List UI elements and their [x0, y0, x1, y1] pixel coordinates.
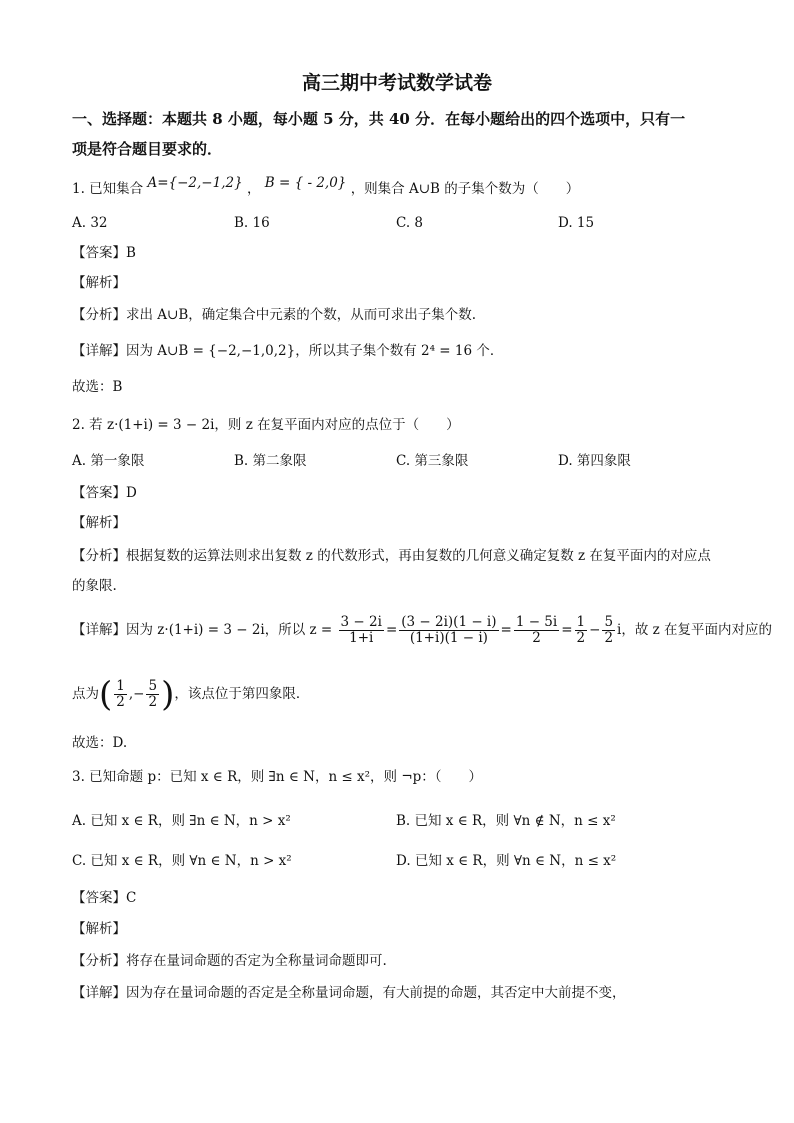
fraction-3-den: 2	[532, 630, 541, 646]
q1-option-a: A. 32	[72, 215, 108, 231]
fraction-1-den: 1+i	[349, 630, 374, 646]
q2-point-line: 点为( $\frac{1}{2}$ ,− $\frac{5}{2}$ )，该点位于第四象限．	[72, 674, 310, 715]
left-paren: (	[99, 674, 113, 715]
fraction-2-num: (3 − 2i)(1 − i)	[401, 614, 497, 630]
fenxi-label: 【分析】	[72, 307, 126, 323]
q3-xiangjie	[72, 984, 626, 1002]
point-x-den: 2	[116, 694, 125, 710]
q1-fenxi	[72, 306, 476, 324]
q3-option-b: B. 已知 x ∈ R，则 ∀n ∉ N，n ≤ x²	[396, 813, 616, 829]
q1-answer	[72, 244, 136, 262]
q2-point-suffix: ，该点位于第四象限．	[174, 686, 310, 702]
fenxi-label: 【分析】	[72, 953, 126, 969]
fraction-3	[514, 615, 559, 646]
analysis-label: 【解析】	[72, 921, 126, 937]
q1-set-b: B = { - 2,0}	[264, 175, 347, 191]
xiangjie-label: 【详解】	[72, 985, 126, 1001]
q2-option-c: C. 第三象限	[396, 453, 469, 469]
q2-answer	[72, 484, 137, 502]
q1-fenxi-text: 求出 A∪B，确定集合中元素的个数，从而可求出子集个数.	[126, 307, 477, 323]
q1-set-a: A={−2,−1,2}	[147, 175, 243, 191]
q2-xiangjie-suffix: i，故 z 在复平面内对应的	[617, 622, 773, 638]
q3-fenxi	[72, 952, 387, 970]
fraction-5-den: 2	[604, 630, 614, 646]
fraction-4	[575, 615, 588, 646]
q1-choose	[72, 378, 122, 396]
q3-option-a: A. 已知 x ∈ R，则 ∃n ∈ N，n > x²	[72, 813, 291, 829]
fenxi-label: 【分析】	[72, 548, 126, 564]
q2-fenxi	[72, 547, 711, 565]
fraction-5	[602, 615, 615, 646]
q2-answer-value: D	[126, 485, 137, 501]
q3-answer-value: C	[126, 890, 137, 906]
q1-stem-suffix: ，则集合 A∪B 的子集个数为（ ）	[350, 181, 580, 197]
right-paren: )	[161, 674, 175, 715]
fraction-4-num: 1	[576, 614, 586, 630]
fraction-2	[399, 615, 498, 646]
q3-fenxi-text: 将存在量词命题的否定为全称量词命题即可.	[126, 953, 387, 969]
q1-option-c: C. 8	[396, 215, 424, 231]
fraction-3-num: 1 − 5i	[515, 614, 558, 630]
q2-fenxi-line2: 的象限.	[72, 578, 117, 594]
point-y-num: 5	[148, 678, 158, 694]
page-title: 高三期中考试数学试卷	[301, 72, 492, 94]
answer-label: 【答案】	[72, 485, 126, 501]
point-x-fraction	[114, 679, 127, 710]
q2-option-a: A. 第一象限	[72, 453, 145, 469]
fraction-4-den: 2	[576, 630, 586, 646]
q2-option-d: D. 第四象限	[558, 453, 631, 469]
fraction-1	[339, 615, 384, 646]
fraction-5-num: 5	[604, 614, 614, 630]
q3-xiangjie-text: 因为存在量词命题的否定是全称量词命题，有大前提的命题，其否定中大前提不变，	[126, 985, 626, 1001]
q3-analysis-label	[72, 920, 126, 938]
analysis-label: 【解析】	[72, 515, 126, 531]
q1-analysis-label	[72, 274, 126, 292]
choose-label: 故选：	[72, 379, 113, 395]
q2-stem: 2. 若 z·(1+i) = 3 − 2i，则 z 在复平面内对应的点位于（ ）	[72, 417, 460, 433]
q2-option-b: B. 第二象限	[234, 453, 307, 469]
answer-label: 【答案】	[72, 890, 126, 906]
q3-answer	[72, 889, 136, 907]
q1-xiangjie-text: 因为 A∪B = {−2,−1,0,2}，所以其子集个数有 2⁴ = 16 个．	[126, 343, 504, 359]
q1-xiangjie	[72, 342, 503, 360]
point-x-num: 1	[116, 678, 125, 694]
q2-analysis-label	[72, 514, 126, 532]
q2-fenxi-text: 根据复数的运算法则求出复数 z 的代数形式，再由复数的几何意义确定复数 z 在复平面内的对应点	[126, 548, 711, 564]
q2-xiangjie-prefix: 因为 z·(1+i) = 3 − 2i，所以 z =	[126, 622, 333, 638]
answer-label: 【答案】	[72, 245, 126, 261]
fraction-1-num: 3 − 2i	[340, 614, 382, 630]
point-y-den: 2	[148, 694, 158, 710]
section-heading-line2: 项是符合题目要求的．	[72, 140, 223, 158]
fraction-2-den: (1+i)(1 − i)	[409, 630, 488, 646]
q3-stem: 3. 已知命题 p：已知 x ∈ R，则 ∃n ∈ N，n ≤ x²，则 ¬p：（ ）	[72, 769, 483, 785]
xiangjie-label: 【详解】	[72, 622, 126, 638]
analysis-label: 【解析】	[72, 275, 126, 291]
q3-option-d: D. 已知 x ∈ R，则 ∀n ∈ N，n ≤ x²	[396, 853, 617, 869]
choose-label: 故选：	[72, 735, 113, 751]
q1-choose-value: B	[112, 379, 123, 395]
q2-choose	[72, 734, 127, 752]
xiangjie-label: 【详解】	[72, 343, 126, 359]
q1-stem	[72, 175, 580, 198]
q2-choose-value: D.	[112, 735, 128, 751]
q1-option-d: D. 15	[558, 215, 595, 231]
q2-xiangjie: 【详解】因为 z·(1+i) = 3 − 2i，所以 z = $\frac{3 - 2i}{1+i}$ = $\frac{(3 - 2i)(1 - i)}{(1+i)(1 - i)}$ = $\frac{1 - 5i}{2}$ = $\frac{1}{2}$ − $\frac{5}{2}$ i，故 z 在复平面内对应的	[72, 614, 773, 646]
point-y-fraction	[146, 679, 159, 710]
q1-answer-value: B	[126, 245, 136, 261]
section-heading-line1: 一、选择题：本题共 8 小题，每小题 5 分，共 40 分．在每小题给出的四个选项中，只有一	[72, 110, 686, 128]
q1-sep: ，	[246, 181, 261, 197]
q1-stem-prefix: 1. 已知集合	[72, 181, 144, 197]
q2-point-prefix: 点为	[72, 686, 99, 702]
q1-option-b: B. 16	[234, 215, 270, 231]
q3-option-c: C. 已知 x ∈ R，则 ∀n ∈ N，n > x²	[72, 853, 292, 869]
